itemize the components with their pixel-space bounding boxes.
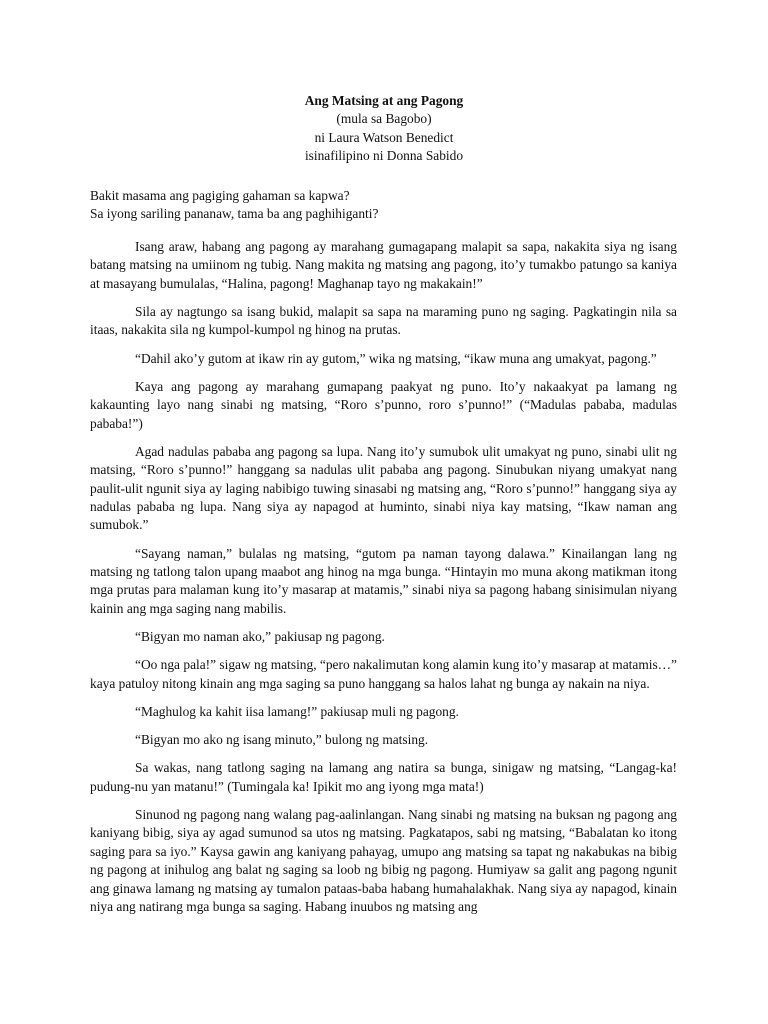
story-paragraph: “Oo nga pala!” sigaw ng matsing, “pero nakalimutan kong alamin kung ito’y masarap at matamis…” kaya patuloy nitong kinain ang mga saging sa puno hanggang sa halos lahat ng bunga ay nakain na niya. bbox=[90, 657, 677, 691]
story-paragraph: “Maghulog ka kahit iisa lamang!” pakiusap muli ng pagong. bbox=[135, 703, 459, 719]
story-title: Ang Matsing at ang Pagong bbox=[304, 93, 464, 108]
story-paragraph: “Dahil ako’y gutom at ikaw rin ay gutom,” wika ng matsing, “ikaw muna ang umakyat, pagong.” bbox=[135, 350, 657, 366]
story-author: ni Laura Watson Benedict bbox=[314, 129, 454, 145]
guide-questions bbox=[90, 187, 690, 224]
story-paragraph: “Bigyan mo naman ako,” pakiusap ng pagong. bbox=[135, 629, 385, 645]
story-paragraph: Sila ay nagtungo sa isang bukid, malapit sa sapa na maraming puno ng saging. Pagkatingin nila sa itaas, nakakita sila ng kumpol-kumpol ng hinog na prutas. bbox=[90, 304, 677, 338]
title-block bbox=[0, 92, 768, 166]
story-paragraph: Agad nadulas pababa ang pagong sa lupa. Nang ito’y sumubok ulit umakyat ng puno, sinabi ulit ng matsing, “Roro s’punno!” hanggang sa nadulas ulit pababa ang pagong. Sinubukan niyang umakyat nang paulit-ulit ngunit siya ay laging nabibigo tuwing sinasabi ng matsing ang, “Roro s’punno!” hanggang siya ay nadulas pababa ng lupa. Nang siya ay napagod at huminto, sinabi niya kay matsing, “Ikaw naman ang sumubok.” bbox=[90, 443, 677, 533]
story-paragraph: “Bigyan mo ako ng isang minuto,” bulong ng matsing. bbox=[135, 732, 429, 748]
story-paragraph: “Sayang naman,” bulalas ng matsing, “gutom pa naman tayong dalawa.” Kinailangan lang ng matsing ng tatlong talon upang maabot ang hinog na mga bunga. “Hintayin mo muna akong matikman itong mga prutas para malaman kung ito’y masarap at matamis,” sinabi niya sa pagong habang sinisimulan niyang kainin ang mga saging nang mabilis. bbox=[90, 545, 677, 616]
story-paragraph: Kaya ang pagong ay marahang gumapang paakyat ng puno. Ito’y nakaakyat pa lamang ng kakaunting layo nang sinabi ng matsing, “Roro s’punno, roro s’punno!” (“Madulas pababa, madulas pababa!”) bbox=[90, 378, 677, 431]
guide-question: Sa iyong sariling pananaw, tama ba ang paghihiganti? bbox=[90, 206, 379, 222]
story-paragraph: Isang araw, habang ang pagong ay marahang gumagapang malapit sa sapa, nakakita siya ng isang batang matsing na umiinom ng tubig. Nang makita ng matsing ang pagong, ito’y tumakbo patungo sa kaniya at masayang bumulalas, “Halina, pagong! Maghanap tayo ng makakain!” bbox=[90, 239, 677, 291]
story-translator: isinafilipino ni Donna Sabido bbox=[304, 148, 464, 164]
story-paragraph: Sinunod ng pagong nang walang pag-aalinlangan. Nang sinabi ng matsing na buksan ng pagong ang kaniyang bibig, siya ay agad sumunod sa utos ng matsing. Pagkatapos, sabi ng matsing, “Babalatan ko itong saging para sa iyo.” Kaysa gawin ang kaniyang pahayag, umupo ang matsing sa tapat ng nakabukas na bibig ng pagong at inihulog ang balat ng saging sa loob ng bibig ng pagong. Humiyaw sa galit ang pagong ngunit ang ginawa lamang ng matsing ay tumalon pataas-baba habang humahalakhak. Nang siya ay napagod, kinain niya ang natirang mga bunga sa saging. Habang inuubos ng matsing ang bbox=[90, 806, 677, 914]
guide-question: Bakit masama ang pagiging gahaman sa kapwa? bbox=[90, 188, 350, 203]
story-source: (mula sa Bagobo) bbox=[336, 111, 432, 127]
story-paragraph: Sa wakas, nang tatlong saging na lamang ang natira sa bunga, sinigaw ng matsing, “Langag-ka! pudung-nu yan matanu!” (Tumingala ka! Ipikit mo ang iyong mga mata!) bbox=[90, 760, 677, 794]
story-body bbox=[90, 238, 677, 926]
